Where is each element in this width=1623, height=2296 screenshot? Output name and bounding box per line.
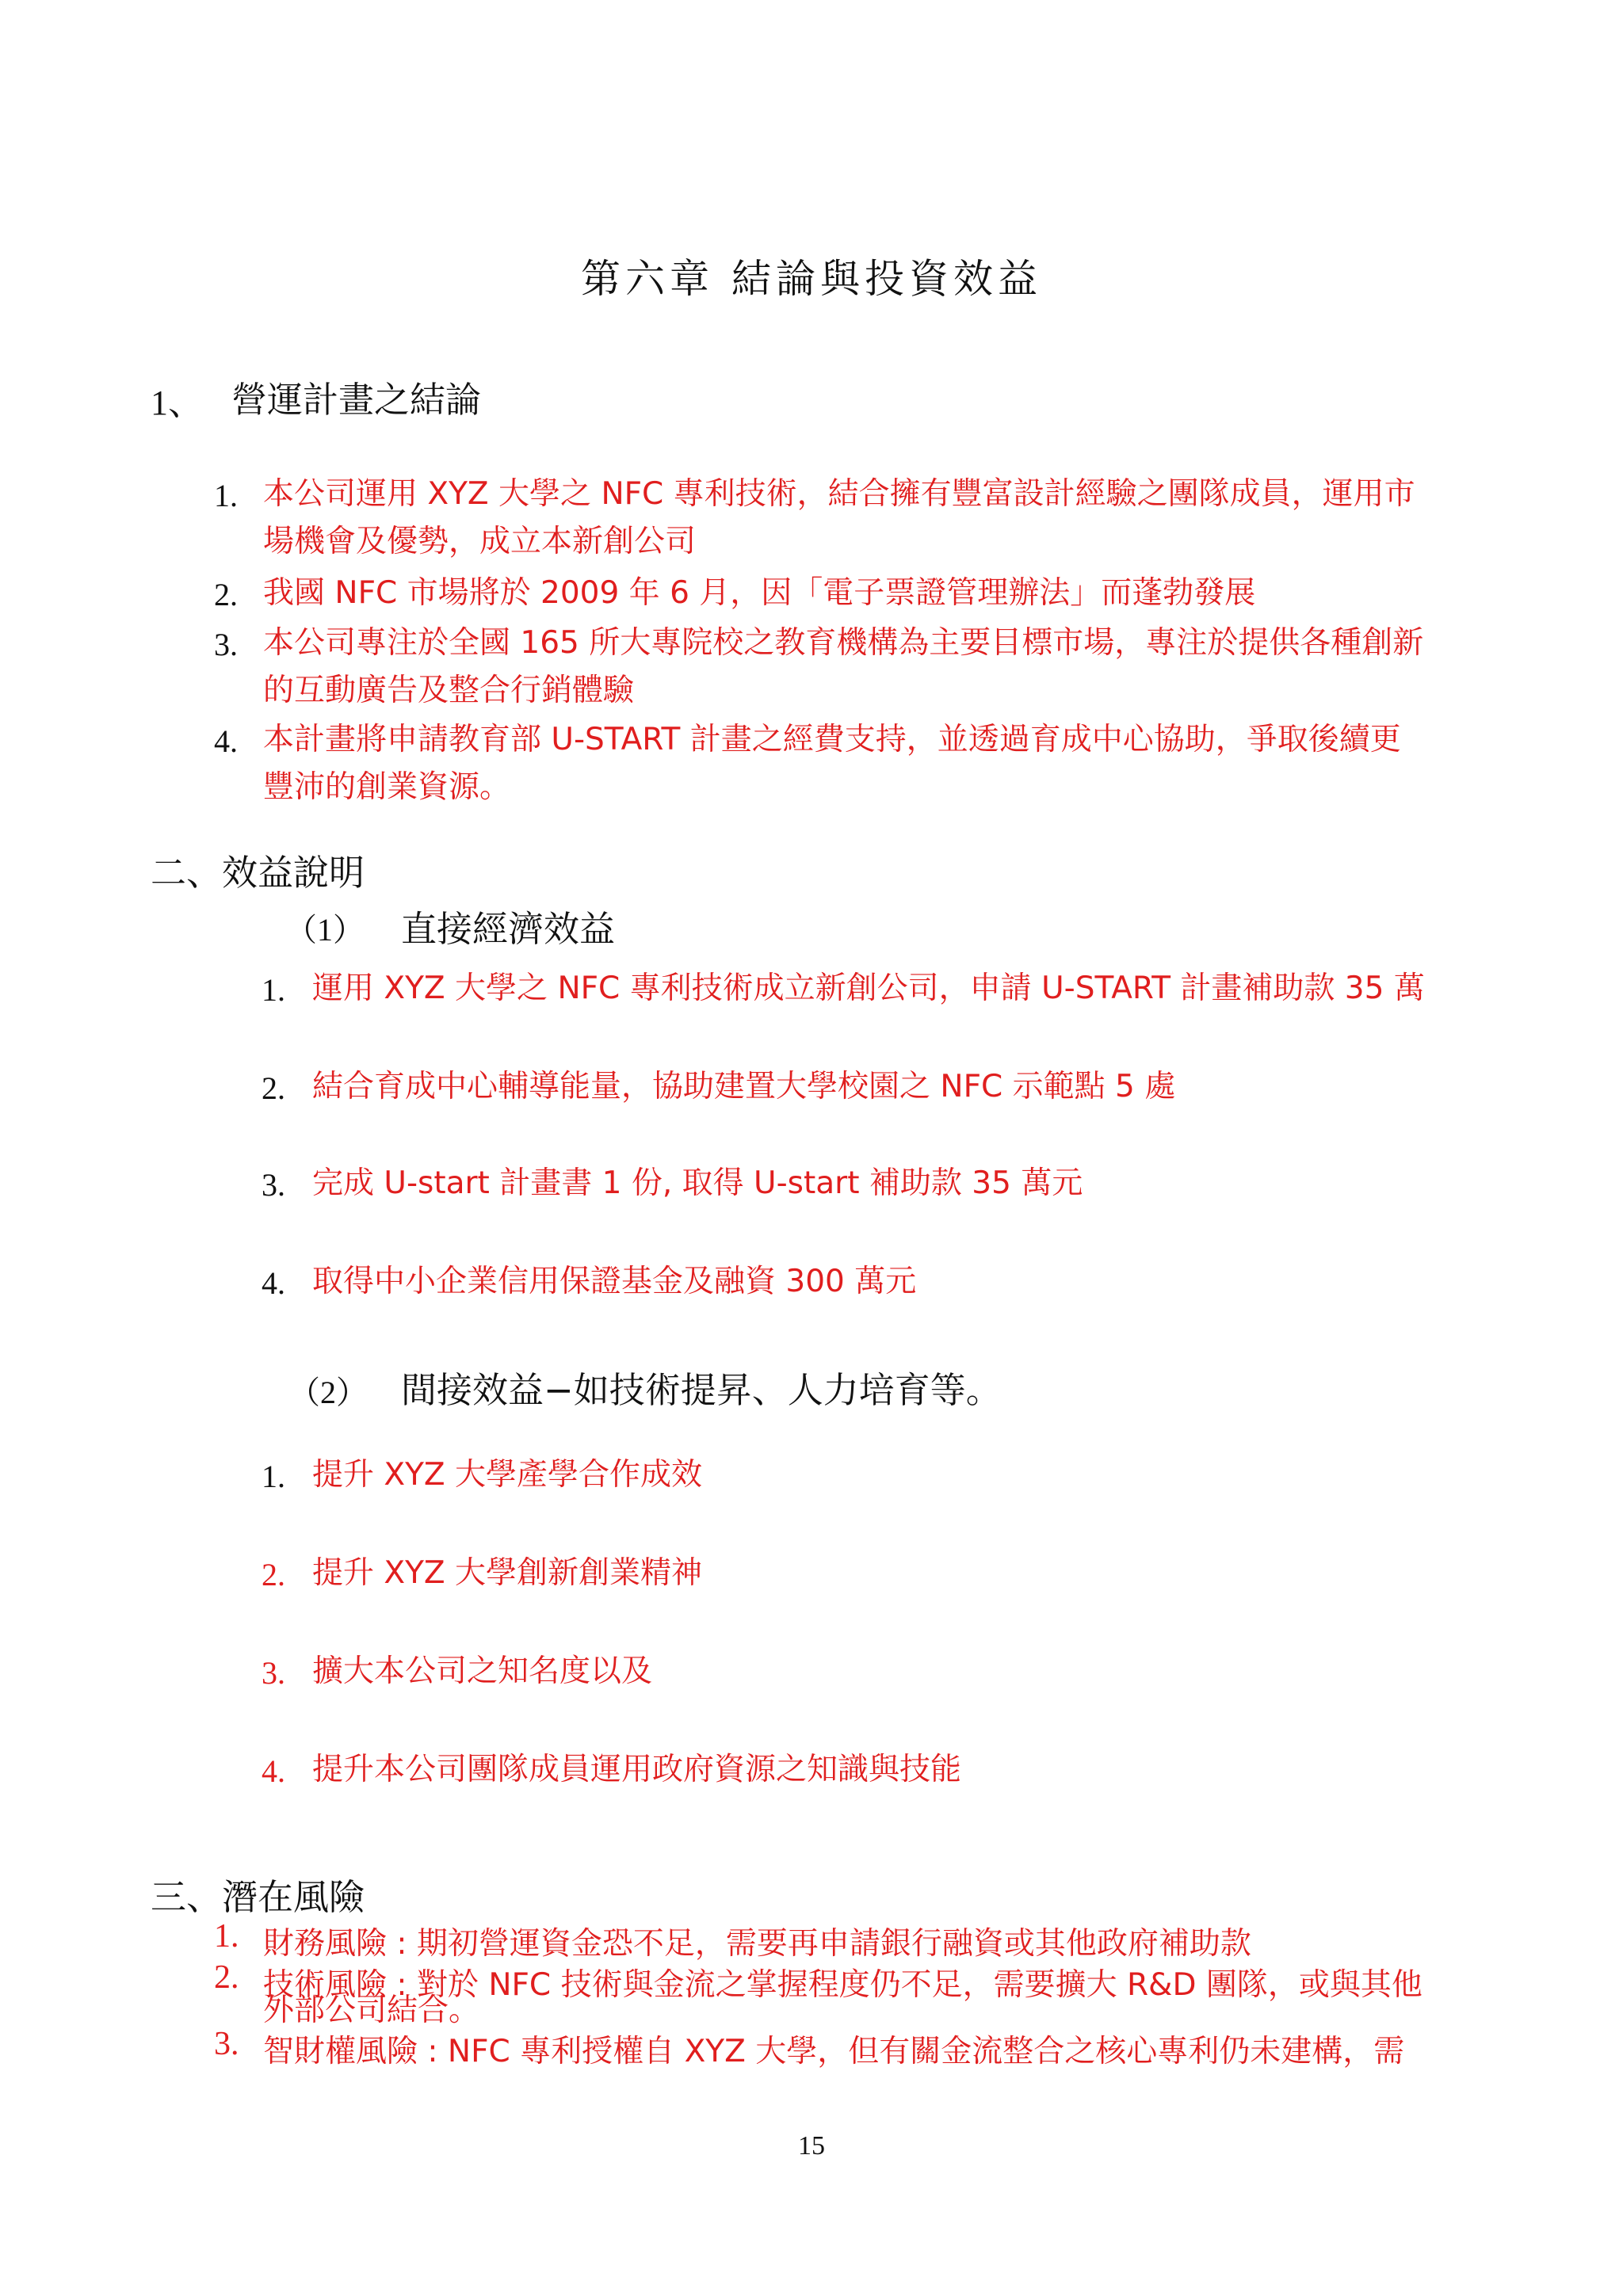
s1-item4-line1: 本計畫將申請教育部 U-START 計畫之經費支持，並透過育成中心協助，爭取後續更 <box>263 722 1401 757</box>
s1-item1-num: 1. <box>214 478 238 513</box>
sub1-item4-num: 4. <box>262 1265 285 1301</box>
s3-item3-num: 3. <box>214 2026 239 2062</box>
s3-item2-line2: 外部公司結合。 <box>263 1993 480 2028</box>
sub1-item1-text: 運用 XYZ 大學之 NFC 專利技術成立新創公司，申請 U-START 計畫補助款 35 萬 <box>312 971 1425 1006</box>
s1-item4-line2: 豐沛的創業資源。 <box>263 769 511 805</box>
s3-item2-line1: 技術風險 : 對於 NFC 技術與金流之掌握程度仍不足，需要擴大 R&D 團隊，或與其他 <box>263 1967 1423 2003</box>
chapter-title: 第六章 結論與投資效益 <box>581 256 1042 302</box>
sub2-heading: 間接效益−如技術提昇、人力培育等。 <box>401 1369 1002 1411</box>
s1-item3-line2: 的互動廣告及整合行銷體驗 <box>263 673 635 708</box>
section3-heading: 三、潛在風險 <box>151 1876 365 1918</box>
sub2-number: （2） <box>288 1375 368 1410</box>
sub2-item4-num: 4. <box>262 1753 285 1789</box>
s3-item1-line1: 財務風險 : 期初營運資金恐不足，需要再申請銀行融資或其他政府補助款 <box>263 1926 1251 1962</box>
sub2-item2-num: 2. <box>262 1557 285 1592</box>
sub1-heading: 直接經濟效益 <box>401 908 616 950</box>
sub1-item1-num: 1. <box>262 972 285 1008</box>
sub2-item3-num: 3. <box>262 1655 285 1691</box>
s1-item3-line1: 本公司專注於全國 165 所大專院校之教育機構為主要目標市場，專注於提供各種創新 <box>263 625 1424 661</box>
s1-item4-num: 4. <box>214 723 238 759</box>
sub1-item2-text: 結合育成中心輔導能量，協助建置大學校園之 NFC 示範點 5 處 <box>312 1069 1176 1104</box>
s1-item2-line1: 我國 NFC 市場將於 2009 年 6 月，因「電子票證管理辦法」而蓬勃發展 <box>263 575 1256 611</box>
sub1-item2-num: 2. <box>262 1070 285 1106</box>
section2-heading: 二、效益說明 <box>151 852 365 894</box>
sub1-number: （1） <box>285 912 365 948</box>
s3-item2-num: 2. <box>214 1959 239 1996</box>
sub2-item3-text: 擴大本公司之知名度以及 <box>312 1653 653 1689</box>
section1-heading: 營運計畫之結論 <box>231 379 482 421</box>
sub2-item1-text: 提升 XYZ 大學產學合作成效 <box>312 1457 703 1493</box>
page-number: 15 <box>798 2131 825 2161</box>
s1-item1-line2: 場機會及優勢，成立本新創公司 <box>263 524 697 559</box>
sub2-item4-text: 提升本公司團隊成員運用政府資源之知識與技能 <box>312 1752 962 1787</box>
s1-item2-num: 2. <box>214 577 238 612</box>
sub1-item4-text: 取得中小企業信用保證基金及融資 300 萬元 <box>312 1264 917 1299</box>
s1-item1-line1: 本公司運用 XYZ 大學之 NFC 專利技術，結合擁有豐富設計經驗之團隊成員，運用市 <box>263 476 1415 512</box>
section1-number: 1、 <box>151 383 203 422</box>
sub1-item3-num: 3. <box>262 1167 285 1203</box>
sub2-item1-num: 1. <box>262 1459 285 1494</box>
s3-item3-line1: 智財權風險 : NFC 專利授權自 XYZ 大學，但有關金流整合之核心專利仍未建構，需 <box>263 2034 1405 2069</box>
s1-item3-num: 3. <box>214 627 238 662</box>
s3-item1-num: 1. <box>214 1918 239 1955</box>
sub1-item3-text: 完成 U-start 計畫書 1 份, 取得 U-start 補助款 35 萬元 <box>312 1165 1083 1201</box>
sub2-item2-text: 提升 XYZ 大學創新創業精神 <box>312 1555 703 1591</box>
